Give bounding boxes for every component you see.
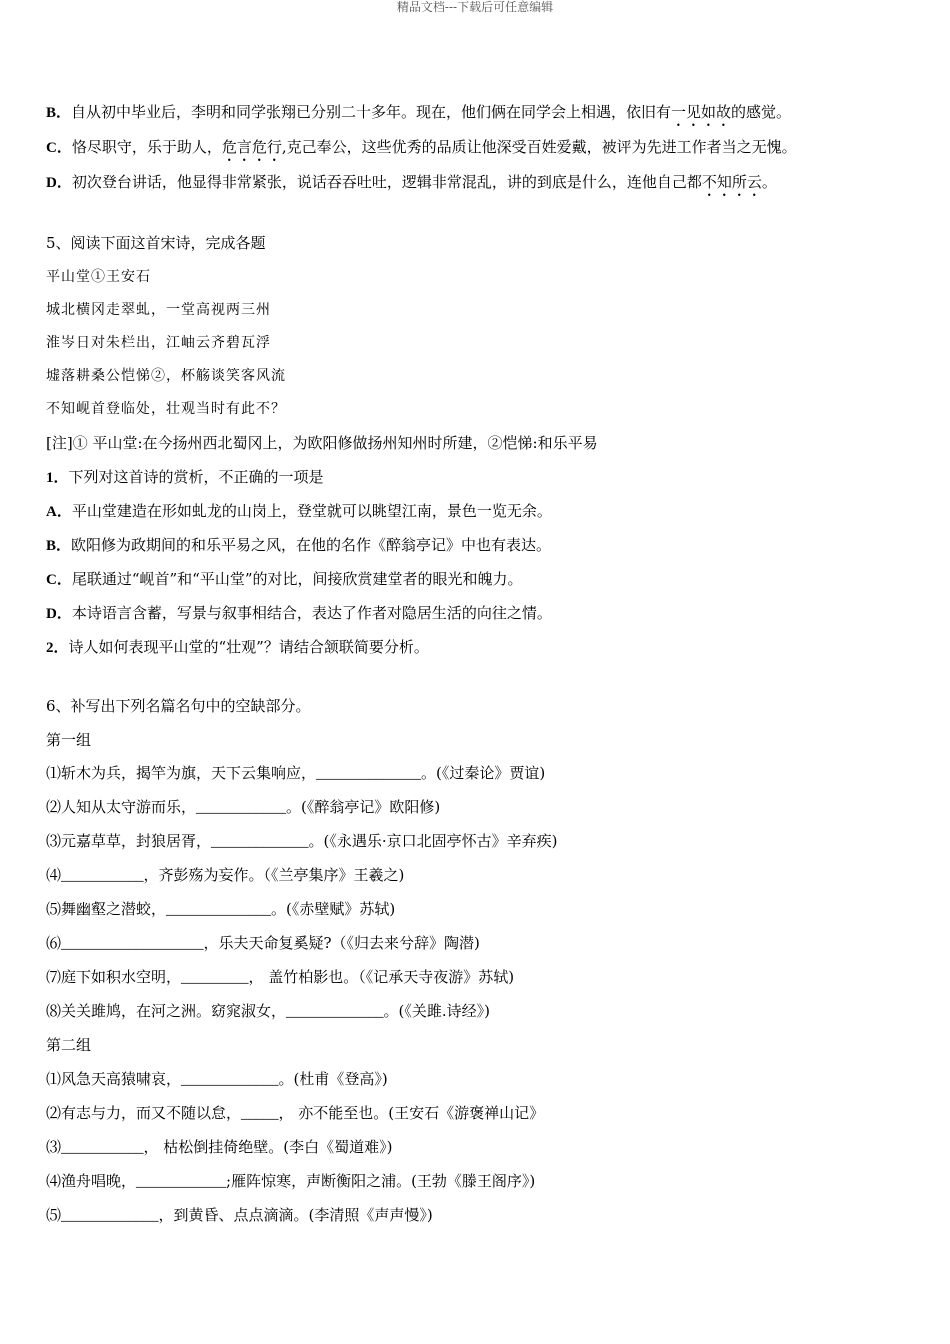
option-text: 恪尽职守，乐于助人， (71, 138, 222, 156)
fill-blank: _____________ (181, 1072, 279, 1088)
fill-suffix: ，乐夫天命复奚疑?（《归去来兮辞》陶潜) (203, 934, 480, 952)
q4-option-b (46, 101, 791, 130)
fill-item (46, 830, 558, 853)
fill-suffix: 。(《关雎.诗经》) (383, 1002, 490, 1020)
q5-title: 5、阅读下面这首宋诗，完成各题 (46, 234, 266, 252)
option-label: D． (46, 175, 72, 191)
fill-suffix: 。(杜甫《登高》) (278, 1070, 388, 1088)
fill-prefix: ⑵有志与力，而又不随以怠， (46, 1104, 242, 1122)
fill-item (46, 966, 514, 989)
option-label: A． (46, 504, 72, 520)
fill-item (46, 796, 440, 819)
option-text: 欧阳修为政期间的和乐平易之风，在他的名作《醉翁亭记》中也有表达。 (71, 536, 552, 554)
fill-suffix: ， 枯松倒挂倚绝壁。(李白《蜀道难》) (143, 1138, 393, 1156)
fill-blank: _____________ (61, 1208, 159, 1224)
fill-item (46, 932, 480, 955)
fill-prefix: ⑶ (46, 1138, 62, 1156)
q4-option-d (46, 171, 777, 200)
option-text: 尾联通过“岘首”和“平山堂”的对比，间接欣赏建堂者的眼光和魄力。 (71, 570, 523, 588)
fill-prefix: ⑵人知从太守游而乐， (46, 798, 197, 816)
fill-blank: ____________ (136, 1174, 227, 1190)
fill-prefix: ⑷ (46, 866, 62, 884)
page-header: 精品文档---下载后可任意编辑 (396, 0, 554, 14)
option-label: B． (46, 105, 72, 121)
fill-blank: _________ (181, 970, 249, 986)
fill-suffix: 。(《赤壁赋》苏轼) (271, 900, 396, 918)
q5-question-2 (46, 636, 429, 659)
question-text: 诗人如何表现平山堂的“壮观”？请结合颔联简要分析。 (68, 638, 429, 656)
poem-title: 平山堂①王安石 (46, 269, 151, 285)
fill-item (46, 1170, 535, 1193)
fill-item (46, 762, 545, 785)
fill-prefix: ⑺庭下如积水空明， (46, 968, 182, 986)
dotted-term: 不知所云 (701, 173, 762, 191)
question-number: 2． (46, 640, 69, 656)
option-text-end: ,克己奉公，这些优秀的品质让他深受百姓爱戴，被评为先进工作者当之无愧。 (281, 138, 797, 156)
fill-blank: _____ (241, 1106, 279, 1122)
group2-title: 第二组 (46, 1036, 92, 1054)
fill-blank: _____________ (211, 834, 309, 850)
fill-blank: ______________ (166, 902, 272, 918)
option-text-end: 的感觉。 (731, 103, 792, 121)
option-label: B． (46, 538, 72, 554)
fill-item (46, 864, 404, 887)
fill-blank: _____________ (286, 1004, 384, 1020)
fill-suffix: 。(《醉翁亭记》欧阳修) (286, 798, 441, 816)
fill-suffix: ;雁阵惊寒，声断衡阳之浦。(王勃《滕王阁序》) (226, 1172, 536, 1190)
fill-blank: ___________ (61, 1140, 144, 1156)
fill-prefix: ⑹ (46, 934, 62, 952)
fill-blank: ______________ (316, 766, 422, 782)
fill-suffix: ，齐彭殇为妄作。（《兰亭集序》王羲之) (143, 866, 405, 884)
option-label: C． (46, 140, 72, 156)
fill-prefix: ⑷渔舟唱晚， (46, 1172, 137, 1190)
fill-blank: ____________ (196, 800, 287, 816)
poem-note: [注]① 平山堂:在今扬州西北蜀冈上，为欧阳修做扬州知州时所建，②恺悌:和乐平易 (46, 434, 598, 452)
fill-suffix: ， 盖竹柏影也。（《记承天寺夜游》苏轼) (248, 968, 515, 986)
fill-prefix: ⑸ (46, 1206, 62, 1224)
q5-option-d (46, 602, 552, 625)
option-text: 自从初中毕业后，李明和同学张翔已分别二十多年。现在，他们俩在同学会上相遇，依旧有 (71, 103, 672, 121)
fill-prefix: ⑴风急天高猿啸哀， (46, 1070, 182, 1088)
fill-suffix: ， 亦不能至也。(王安石《游褒禅山记》 (278, 1104, 545, 1122)
dotted-term: 一见如故 (671, 103, 732, 121)
q5-question-1 (46, 466, 324, 489)
option-label: D． (46, 606, 72, 622)
poem-line: 淮岑日对朱栏出，江岫云齐碧瓦浮 (46, 335, 271, 351)
fill-item (46, 1136, 393, 1159)
poem-line: 城北横冈走翠虬，一堂高视两三州 (46, 302, 271, 318)
option-text: 平山堂建造在形如虬龙的山岗上，登堂就可以眺望江南，景色一览无余。 (71, 502, 552, 520)
fill-item (46, 1102, 544, 1125)
fill-prefix: ⑸舞幽壑之潜蛟， (46, 900, 167, 918)
poem-line: 不知岘首登临处，壮观当时有此不？ (46, 401, 286, 417)
fill-item (46, 1068, 388, 1091)
question-number: 1． (46, 470, 69, 486)
fill-prefix: ⑻关关雎鸠，在河之洲。窈窕淑女， (46, 1002, 287, 1020)
q4-option-c (46, 136, 797, 165)
option-text-end: 。 (761, 173, 777, 191)
option-text: 初次登台讲话，他显得非常紧张，说话吞吞吐吐，逻辑非常混乱，讲的到底是什么，连他自己都 (71, 173, 702, 191)
fill-suffix: ，到黄昏、点点滴滴。(李清照《声声慢》) (158, 1206, 433, 1224)
poem-line: 墟落耕桑公恺悌②，杯觞谈笑客风流 (46, 368, 286, 384)
option-text: 本诗语言含蓄，写景与叙事相结合，表达了作者对隐居生活的向往之情。 (71, 604, 552, 622)
option-label: C． (46, 572, 72, 588)
dotted-term: 危言危行 (221, 138, 282, 156)
group1-title: 第一组 (46, 731, 92, 749)
fill-item (46, 898, 395, 921)
fill-item (46, 1204, 433, 1227)
fill-suffix: 。(《永遇乐·京口北固亭怀古》辛弃疾) (308, 832, 558, 850)
fill-blank: ___________ (61, 868, 144, 884)
fill-item (46, 1000, 490, 1023)
q5-option-b (46, 534, 551, 557)
fill-suffix: 。(《过秦论》贾谊) (421, 764, 546, 782)
q5-option-a (46, 500, 552, 523)
fill-prefix: ⑶元嘉草草，封狼居胥， (46, 832, 212, 850)
fill-prefix: ⑴斩木为兵，揭竿为旗，天下云集响应， (46, 764, 317, 782)
fill-blank: ___________________ (61, 936, 204, 952)
q5-option-c (46, 568, 523, 591)
question-text: 下列对这首诗的赏析，不正确的一项是 (68, 468, 324, 486)
q6-title: 6、补写出下列名篇名句中的空缺部分。 (46, 697, 311, 715)
